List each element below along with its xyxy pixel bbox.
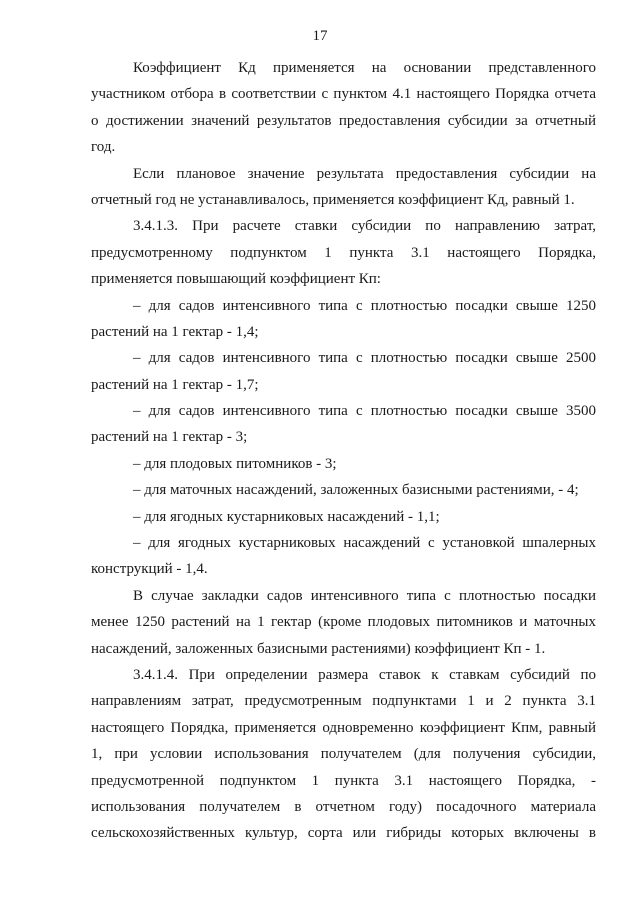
text-line: участником отбора в соответствии с пунктом 4.1 настоящего Порядка отчета: [91, 86, 596, 103]
list-item-mother-plantings: [91, 477, 596, 503]
text-line: Если плановое значение результата предоставления субсидии на: [133, 165, 596, 182]
paragraph-kd-default: [91, 161, 596, 214]
list-item-nurseries: [91, 451, 596, 477]
text-line: 1, при условии использования получателем (для получения субсидии,: [91, 746, 596, 763]
text-line: год.: [91, 139, 116, 156]
list-item-berry-shrubs: [91, 504, 596, 530]
text-line: – для плодовых питомников - 3;: [133, 455, 337, 472]
text-line: предусмотренной подпунктом 1 пункта 3.1 настоящего Порядка, -: [91, 772, 596, 789]
text-line: сельскохозяйственных культур, сорта или гибриды которых включены в: [91, 825, 596, 842]
text-line: предусмотренному подпунктом 1 пункта 3.1 настоящего Порядка,: [91, 244, 596, 261]
text-line: – для ягодных кустарниковых насаждений с установкой шпалерных: [133, 535, 596, 552]
text-line: направлениям затрат, предусмотренным подпунктами 1 и 2 пункта 3.1: [91, 693, 596, 710]
text-line: – для садов интенсивного типа с плотностью посадки свыше 1250: [133, 297, 596, 314]
text-line: – для ягодных кустарниковых насаждений - 1,1;: [133, 508, 440, 525]
text-line: настоящего Порядка, применяется одновременно коэффициент Кпм, равный: [91, 719, 596, 736]
text-line: – для садов интенсивного типа с плотностью посадки свыше 2500: [133, 350, 596, 367]
paragraph-3-4-1-3: [91, 213, 596, 292]
paragraph-kd-basis: [91, 55, 596, 161]
text-line: о достижении значений результатов предоставления субсидии за отчетный: [91, 112, 596, 129]
text-line: растений на 1 гектар - 1,4;: [91, 323, 259, 340]
text-line: – для садов интенсивного типа с плотностью посадки свыше 3500: [133, 403, 596, 420]
text-line: 3.4.1.4. При определении размера ставок к ставкам субсидий по: [133, 666, 596, 683]
list-item-berry-trellis: [91, 530, 596, 583]
text-line: Коэффициент Кд применяется на основании представленного: [133, 60, 596, 76]
text-line: В случае закладки садов интенсивного типа с плотностью посадки: [133, 587, 596, 604]
paragraph-3-4-1-4: [91, 662, 596, 847]
text-line: использования получателем в отчетном году) посадочного материала: [91, 798, 596, 815]
document-body: [91, 55, 596, 847]
text-line: конструкций - 1,4.: [91, 561, 208, 578]
text-line: насаждений, заложенных базисными растениями) коэффициент Кп - 1.: [91, 640, 546, 657]
list-item-2500: [91, 345, 596, 398]
text-line: отчетный год не устанавливалось, применяется коэффициент Кд, равный 1.: [91, 191, 575, 208]
list-item-1250: [91, 293, 596, 346]
text-line: растений на 1 гектар - 1,7;: [91, 376, 259, 393]
paragraph-low-density: [91, 583, 596, 662]
text-line: растений на 1 гектар - 3;: [91, 429, 248, 446]
text-line: менее 1250 растений на 1 гектар (кроме плодовых питомников и маточных: [91, 614, 596, 631]
text-line: 3.4.1.3. При расчете ставки субсидии по направлению затрат,: [133, 218, 596, 235]
list-item-3500: [91, 398, 596, 451]
text-line: применяется повышающий коэффициент Кп:: [91, 271, 381, 288]
page-number: 17: [312, 28, 328, 44]
text-line: – для маточных насаждений, заложенных базисными растениями, - 4;: [133, 482, 579, 499]
